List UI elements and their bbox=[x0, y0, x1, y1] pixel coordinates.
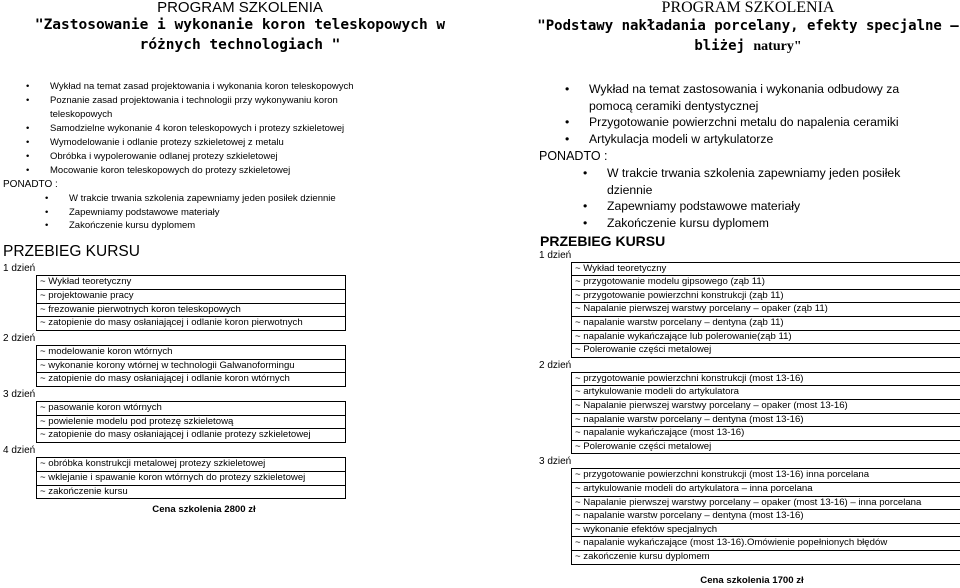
right-day-1-item: ~ Wykład teoretyczny bbox=[572, 263, 960, 277]
left-day-4-label: 4 dzień bbox=[3, 445, 36, 457]
left-day-3-box bbox=[36, 401, 346, 443]
left-day-3-item: ~ zatopienie do masy osłaniającej i odlanie protezy szkieletowej bbox=[40, 429, 311, 441]
left-day-1-item: ~ projektowanie pracy bbox=[37, 290, 345, 304]
left-topic-3: • Samodzielne wykonanie 4 koron teleskopowych i protezy szkieletowej bbox=[50, 122, 370, 136]
right-day-3-item: ~ artykulowanie modeli do artykulatora – inna porcelana bbox=[572, 483, 960, 497]
right-title-line-1: "Podstawy nakładania porcelany, efekty specjalne – bbox=[537, 18, 959, 34]
right-ponadto-label: PONADTO : bbox=[539, 148, 608, 163]
right-day-2-item: ~ przygotowanie powierzchni konstrukcji (most 13-16) bbox=[572, 373, 960, 387]
left-topic-2: • Poznanie zasad projektowania i technologii przy wykonywaniu koron teleskopowych bbox=[50, 94, 370, 122]
right-day-1-item: ~ napalanie wykańczające lub polerowanie(ząb 11) bbox=[572, 331, 960, 345]
left-ponadto-2: • Zapewniamy podstawowe materiały bbox=[69, 206, 480, 220]
left-topic-1: • Wykład na temat zasad projektowania i wykonania koron teleskopowych bbox=[50, 80, 370, 94]
left-day-2-box bbox=[36, 345, 346, 387]
right-day-1-box bbox=[571, 262, 960, 358]
right-title-line-2a: bliżej bbox=[694, 38, 745, 54]
left-course-heading: PRZEBIEG KURSU bbox=[3, 243, 140, 261]
left-day-2-item: ~ zatopienie do masy osłaniającej i odlanie koron wtórnych bbox=[40, 373, 290, 385]
right-day-2-item: ~ napalanie warstw porcelany – dentyna (most 13-16) bbox=[572, 414, 960, 428]
right-day-3-item: ~ wykonanie efektów specjalnych bbox=[572, 524, 960, 538]
right-day-2-label: 2 dzień bbox=[539, 359, 572, 371]
right-day-3-item: ~ przygotowanie powierzchni konstrukcji (most 13-16) inna porcelana bbox=[572, 469, 960, 483]
right-day-2-item: ~ napalanie wykańczające (most 13-16) bbox=[572, 427, 960, 441]
right-topic-1: • Wykład na temat zastosowania i wykonania odbudowy za pomocą ceramiki dentystycznej bbox=[589, 81, 929, 114]
right-day-1-item: ~ Polerowanie części metalowej bbox=[575, 344, 712, 356]
right-program bbox=[536, 0, 960, 586]
left-day-1-item: ~ frezowanie pierwotnych koron teleskopowych bbox=[37, 304, 345, 318]
left-topic-4: • Wymodelowanie i odlanie protezy szkieletowej z metalu bbox=[50, 136, 370, 150]
left-ponadto-label: PONADTO : bbox=[3, 179, 58, 190]
left-topic-6: • Mocowanie koron teleskopowych do protezy szkieletowej bbox=[50, 164, 370, 178]
left-topics-list bbox=[50, 80, 370, 178]
right-day-1-item: ~ napalanie warstw porcelany – dentyna (ząb 11) bbox=[572, 317, 960, 331]
right-day-3-item: ~ zakończenie kursu dyplomem bbox=[575, 550, 710, 562]
right-day-2-item: ~ Napalanie pierwszej warstwy porcelany – opaker (most 13-16) bbox=[572, 400, 960, 414]
right-topic-2: • Przygotowanie powierzchni metalu do napalenia ceramiki bbox=[589, 114, 929, 131]
right-day-2-box bbox=[571, 372, 960, 455]
left-ponadto-list bbox=[69, 192, 480, 233]
left-day-4-item: ~ wklejanie i spawanie koron wtórnych do protezy szkieletowej bbox=[37, 472, 345, 486]
right-day-1-item: ~ Napalanie pierwszej warstwy porcelany – opaker (ząb 11) bbox=[572, 303, 960, 317]
left-day-2-label: 2 dzień bbox=[3, 332, 36, 344]
right-title-line-2 bbox=[536, 36, 960, 57]
right-day-3-item: ~ Napalanie pierwszej warstwy porcelany – opaker (most 13-16) – inna porcelana bbox=[572, 497, 960, 511]
right-day-3-item: ~ napalanie wykańczające (most 13-16).Omówienie popełnionych błędów bbox=[572, 537, 960, 551]
left-day-1-label: 1 dzień bbox=[3, 263, 36, 275]
left-day-3-item: ~ pasowanie koron wtórnych bbox=[37, 402, 345, 416]
left-title-line-1: "Zastosowanie i wykonanie koron teleskopowych w bbox=[34, 17, 446, 33]
right-topic-3: • Artykulacja modeli w artykulatorze bbox=[589, 131, 929, 148]
right-day-2-item: ~ artykulowanie modeli do artykulatora bbox=[572, 386, 960, 400]
right-day-1-label: 1 dzień bbox=[539, 249, 572, 261]
left-day-4-item: ~ obróbka konstrukcji metalowej protezy szkieletowej bbox=[37, 458, 345, 472]
left-day-4-box bbox=[36, 457, 346, 499]
right-day-1-item: ~ przygotowanie modelu gipsowego (ząb 11) bbox=[572, 276, 960, 290]
left-ponadto-3: • Zakończenie kursu dyplomem bbox=[69, 219, 480, 233]
right-topics-list bbox=[589, 81, 929, 148]
right-price: Cena szkolenia 1700 zł bbox=[700, 575, 804, 586]
left-day-1-box bbox=[36, 275, 346, 331]
left-day-2-item: ~ wykonanie korony wtórnej w technologii Galwanoformingu bbox=[37, 360, 345, 374]
right-day-3-box bbox=[571, 468, 960, 564]
left-header bbox=[0, 0, 480, 55]
right-header bbox=[536, 0, 960, 57]
left-day-2-item: ~ modelowanie koron wtórnych bbox=[37, 346, 345, 360]
right-course-heading: PRZEBIEG KURSU bbox=[540, 232, 666, 249]
right-ponadto-1: • W trakcie trwania szkolenia zapewniamy jeden posiłek dziennie bbox=[607, 165, 927, 198]
left-title-line-2: różnych technologiach " bbox=[139, 37, 341, 53]
right-title-line-2b: natury" bbox=[753, 39, 802, 54]
right-day-2-item: ~ Polerowanie części metalowej bbox=[575, 440, 712, 452]
right-day-3-item: ~ napalanie warstw porcelany – dentyna (most 13-16) bbox=[572, 510, 960, 524]
right-ponadto-2: • Zapewniamy podstawowe materiały bbox=[607, 198, 927, 215]
left-price: Cena szkolenia 2800 zł bbox=[152, 504, 256, 515]
left-day-1-item: ~ Wykład teoretyczny bbox=[37, 276, 345, 290]
left-ponadto-1: • W trakcie trwania szkolenia zapewniamy jeden posiłek dziennie bbox=[69, 192, 480, 206]
right-day-1-item: ~ przygotowanie powierzchni konstrukcji (ząb 11) bbox=[572, 290, 960, 304]
left-program-label: PROGRAM SZKOLENIA bbox=[157, 0, 323, 16]
left-day-1-item: ~ zatopienie do masy osłaniającej i odlanie koron pierwotnych bbox=[40, 317, 303, 329]
left-day-4-item: ~ zakończenie kursu bbox=[40, 485, 128, 497]
right-ponadto-list bbox=[607, 165, 927, 232]
right-ponadto-3: • Zakończenie kursu dyplomem bbox=[607, 215, 927, 232]
left-day-3-item: ~ powielenie modelu pod protezę szkieletową bbox=[37, 416, 345, 430]
left-program bbox=[0, 0, 480, 515]
right-day-3-label: 3 dzień bbox=[539, 456, 572, 468]
left-day-3-label: 3 dzień bbox=[3, 389, 36, 401]
right-program-label: PROGRAM SZKOLENIA bbox=[661, 0, 835, 16]
left-topic-5: • Obróbka i wypolerowanie odlanej protezy szkieletowej bbox=[50, 150, 370, 164]
